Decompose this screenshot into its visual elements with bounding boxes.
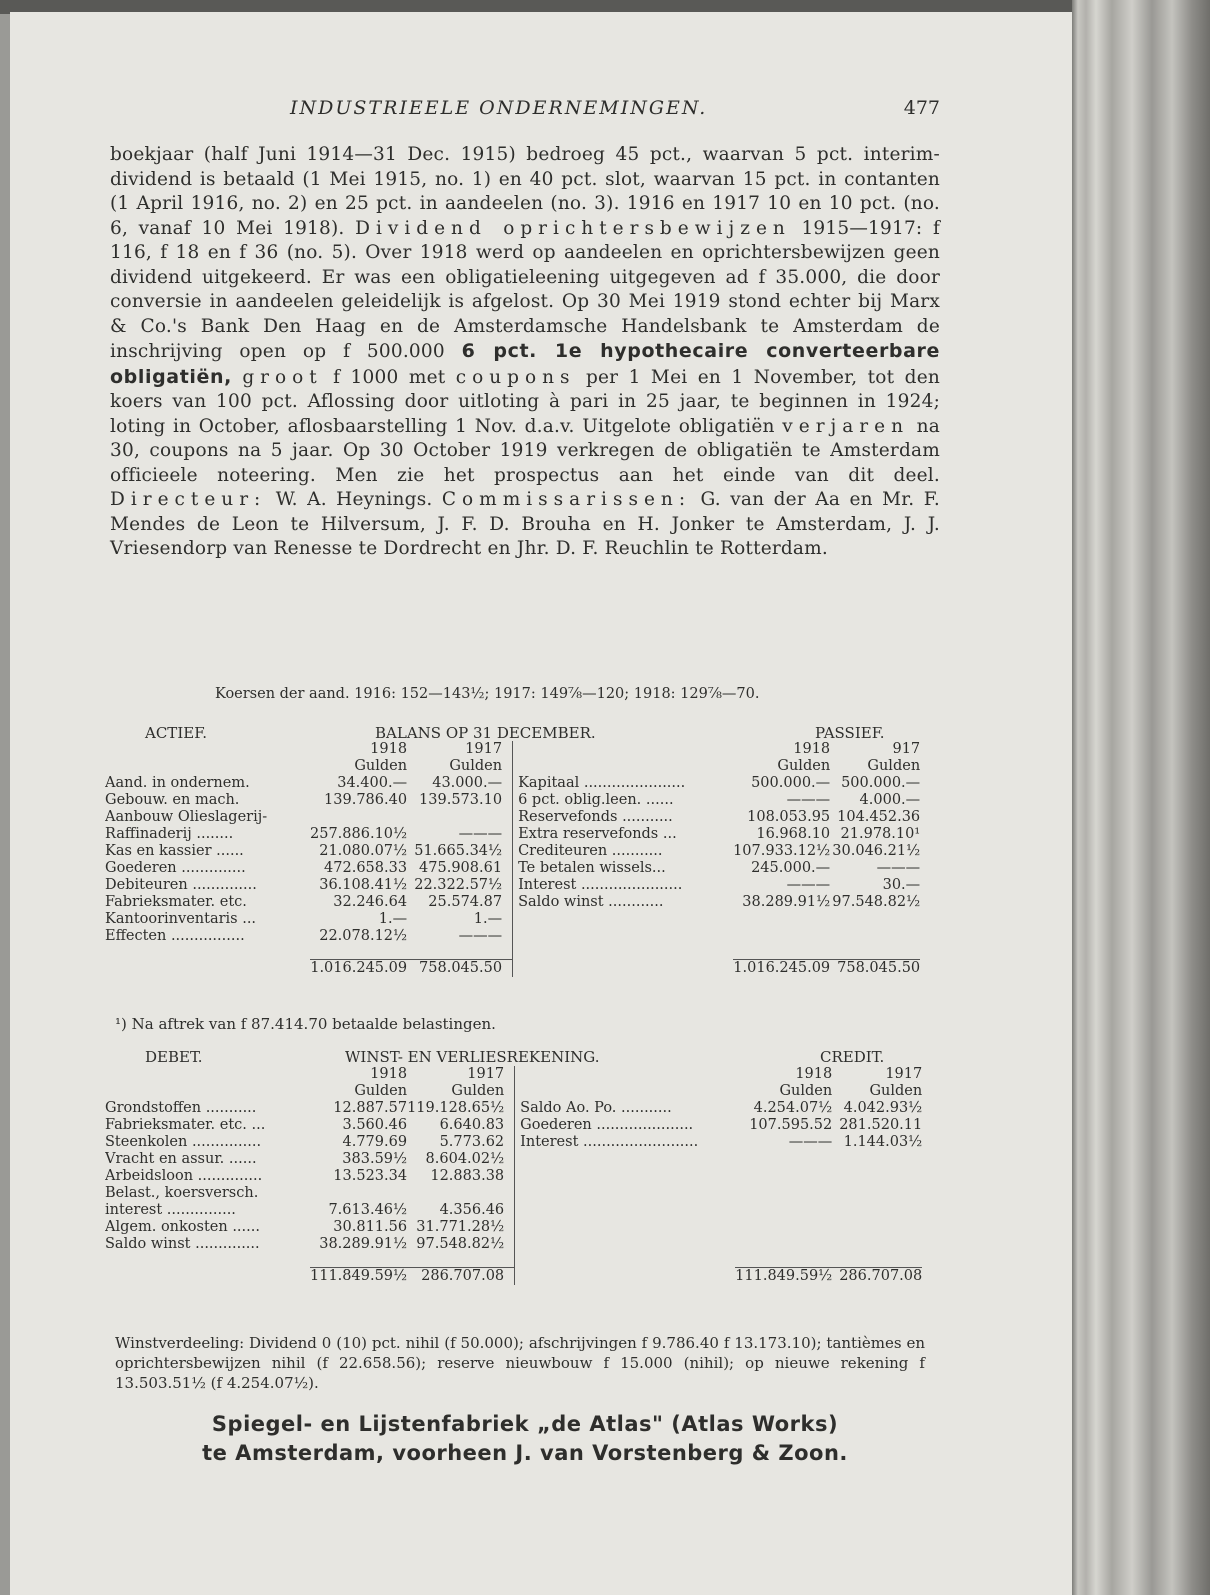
profit-loss-table xyxy=(105,1066,922,1285)
row-label: Fabrieksmater. etc. ... xyxy=(105,1117,266,1133)
row-label: Extra reservefonds ... xyxy=(513,826,734,843)
row-label: Goederen .............. xyxy=(105,860,246,876)
row-label: Saldo winst .............. xyxy=(105,1236,260,1252)
table-row xyxy=(105,911,920,928)
credit-heading: CREDIT. xyxy=(820,1048,885,1066)
row-label: Belast., koersversch. xyxy=(105,1185,259,1201)
row-label: Grondstoffen ........... xyxy=(105,1100,257,1116)
table-row xyxy=(105,1168,922,1185)
table-row xyxy=(105,1236,922,1253)
text-segment: W. A. Heynings. xyxy=(275,489,433,510)
value-1917 xyxy=(830,928,920,945)
next-company-heading xyxy=(110,1410,940,1468)
value-1918: ——— xyxy=(786,792,831,808)
row-label: Arbeidsloon .............. xyxy=(105,1168,263,1184)
row-label: Saldo Ao. Po. ........... xyxy=(515,1100,736,1117)
spaced-term: coupons xyxy=(455,366,576,388)
value-1918 xyxy=(733,928,830,945)
spaced-term: Dividend oprichtersbewijzen xyxy=(355,217,791,239)
bond-heading: 6 pct. 1e hypothecaire converteerbare obligatiën, xyxy=(110,340,940,388)
value-1917: 22.322.57½ xyxy=(414,877,503,893)
value-1918: 500.000.— xyxy=(751,775,831,791)
row-label xyxy=(515,1151,736,1168)
value-1918: 107.933.12½ xyxy=(733,843,831,859)
value-1917: 21.978.10¹ xyxy=(840,826,921,842)
row-label xyxy=(513,928,734,945)
value-1918: 245.000.— xyxy=(751,860,831,876)
value-1917: 30.— xyxy=(882,877,921,893)
year-header: 1918 xyxy=(793,741,831,757)
value-1918: 1.— xyxy=(378,911,408,927)
table-row xyxy=(105,826,920,843)
balance-sheet xyxy=(105,741,920,977)
value-1917: 139.573.10 xyxy=(419,792,503,808)
value-1917 xyxy=(832,1168,922,1185)
unit-header: Gulden xyxy=(451,1083,505,1099)
value-1918: 383.59½ xyxy=(342,1151,408,1167)
value-1918: 107.595.52 xyxy=(749,1117,833,1133)
row-label: Interest ......................... xyxy=(515,1134,736,1151)
unit-header: Gulden xyxy=(869,1083,923,1099)
table-row xyxy=(105,1185,922,1202)
value-1917 xyxy=(832,1236,922,1253)
value-1917: 119.128.65½ xyxy=(407,1100,505,1116)
company-description xyxy=(110,143,940,562)
profit-distribution: Winstverdeeling: Dividend 0 (10) pct. nihil (f 50.000); afschrijvingen f 9.786.40 f 13.173.10); tantièmes en oprichtersbewijzen nihil (f 22.658.56); reserve nieuwbouw f 15.000 (nihil); op nieuwe rekening f 13.503.51½ (f 4.254.07½). xyxy=(115,1334,925,1392)
year-header: 1917 xyxy=(465,741,503,757)
spaced-term: groot xyxy=(242,366,323,388)
value-1917 xyxy=(832,1219,922,1236)
value-1917: 1.— xyxy=(473,911,503,927)
value-1918: 30.811.56 xyxy=(333,1219,408,1235)
table-row xyxy=(105,1202,922,1219)
value-1918 xyxy=(310,1185,407,1202)
value-1918: 22.078.12½ xyxy=(319,928,408,944)
row-label: Reservefonds ........... xyxy=(513,809,734,826)
value-1917: 51.665.34½ xyxy=(414,843,503,859)
row-label xyxy=(515,1236,736,1253)
row-label: Fabrieksmater. etc. xyxy=(105,894,247,910)
row-label: Crediteuren ........... xyxy=(513,843,734,860)
value-1918: 32.246.64 xyxy=(333,894,408,910)
total-1918: 111.849.59½ xyxy=(735,1268,833,1284)
value-1917: 6.640.83 xyxy=(439,1117,505,1133)
table-row xyxy=(105,928,920,945)
year-header: 1917 xyxy=(885,1066,923,1082)
row-label: Gebouw. en mach. xyxy=(105,792,240,808)
text-segment: G. van der Aa en Mr. F. Mendes de Leon te Hilversum, J. F. D. Brouha en H. Jonker te Amsterdam, J. J. Vriesendorp van Renesse te Dordrecht en Jhr. D. F. Reuchlin te Rotterdam. xyxy=(110,489,940,559)
total-1918: 1.016.245.09 xyxy=(310,960,408,976)
value-1917: 475.908.61 xyxy=(419,860,503,876)
page-number: 477 xyxy=(903,97,940,119)
value-1917: ——— xyxy=(458,826,503,842)
year-header: 1918 xyxy=(370,741,408,757)
value-1917: ——— xyxy=(876,860,921,876)
row-label xyxy=(515,1202,736,1219)
total-1917: 286.707.08 xyxy=(407,1268,515,1286)
row-label: Algem. onkosten ...... xyxy=(105,1219,260,1235)
value-1918 xyxy=(733,911,830,928)
value-1917: ——— xyxy=(458,928,503,944)
row-label: Saldo winst ............ xyxy=(513,894,734,911)
text-segment: 1915—1917: f 116, f 18 en f 36 (no. 5). Over 1918 werd op aandeelen en oprichtersbewijzen geen dividend uitgekeerd. Er was een obligatieleening uitgegeven ad f 35.000, die door conversie in aandeelen geleidelijk is afgelost. Op 30 Mei 1919 stond echter bij Marx & Co.'s Bank Den Haag en de Amsterdamsche Handelsbank te Amsterdam de inschrijving open op f 500.000 xyxy=(110,217,941,362)
row-label: Aand. in ondernem. xyxy=(105,775,250,791)
unit-header: Gulden xyxy=(449,758,503,774)
value-1917: 4.000.— xyxy=(859,792,921,808)
value-1918: 139.786.40 xyxy=(324,792,408,808)
year-header: 917 xyxy=(892,741,921,757)
value-1918 xyxy=(310,809,407,826)
total-1918: 111.849.59½ xyxy=(310,1268,408,1284)
value-1917: 12.883.38 xyxy=(430,1168,505,1184)
row-label: Interest ...................... xyxy=(513,877,734,894)
row-label xyxy=(515,1168,736,1185)
row-label xyxy=(515,1219,736,1236)
value-1917 xyxy=(407,809,513,826)
passief-heading: PASSIEF. xyxy=(815,724,885,742)
total-1917: 286.707.08 xyxy=(832,1268,922,1286)
running-header xyxy=(110,97,940,125)
row-label: Goederen ..................... xyxy=(515,1117,736,1134)
balance-sheet-title: BALANS OP 31 DECEMBER. xyxy=(375,724,596,742)
value-1918: 16.968.10 xyxy=(756,826,831,842)
row-label: Te betalen wissels... xyxy=(513,860,734,877)
heading-line: Spiegel- en Lijstenfabriek „de Atlas" (Atlas Works) xyxy=(211,1412,839,1436)
value-1917: 30.046.21½ xyxy=(832,843,921,859)
row-label: Kantoorinventaris ... xyxy=(105,911,257,927)
value-1917: 25.574.87 xyxy=(428,894,503,910)
value-1918: 38.289.91½ xyxy=(742,894,831,910)
unit-header: Gulden xyxy=(354,758,408,774)
table-row xyxy=(105,1134,922,1151)
row-label: Raffinaderij ........ xyxy=(105,826,234,842)
value-1918 xyxy=(735,1185,832,1202)
total-1917: 758.045.50 xyxy=(407,960,513,978)
total-1917: 758.045.50 xyxy=(830,960,920,978)
table-row xyxy=(105,877,920,894)
value-1917: 31.771.28½ xyxy=(416,1219,505,1235)
value-1918: ——— xyxy=(788,1134,833,1150)
row-label: Aanbouw Olieslagerij- xyxy=(105,809,268,825)
value-1918: 4.779.69 xyxy=(342,1134,408,1150)
unit-header: Gulden xyxy=(867,758,921,774)
row-label: 6 pct. oblig.leen. ...... xyxy=(513,792,734,809)
text-segment: boekjaar (half Juni 1914—31 Dec. 1915) bedroeg 45 pct., waarvan 5 pct. interim-dividend is betaald (1 Mei 1915, no. 1) en 40 pct. slot, waarvan 15 pct. in contanten (1 April 1916, no. 2) en 25 pct. in aandeelen (no. 3). 1916 en 1917 10 en 10 pct. (no. 6, vanaf 10 Mei 1918). xyxy=(110,144,940,239)
value-1918: 13.523.34 xyxy=(333,1168,408,1184)
unit-header: Gulden xyxy=(779,1083,833,1099)
table-row xyxy=(105,1117,922,1134)
profit-loss-account xyxy=(105,1066,922,1285)
year-header: 1918 xyxy=(795,1066,833,1082)
row-label: Kapitaal ...................... xyxy=(513,775,734,792)
table-row xyxy=(105,843,920,860)
value-1918: 36.108.41½ xyxy=(319,877,408,893)
row-label: interest ............... xyxy=(105,1202,236,1218)
value-1917: 5.773.62 xyxy=(439,1134,505,1150)
year-header: 1918 xyxy=(370,1066,408,1082)
book-page-edges xyxy=(1072,0,1210,1595)
value-1918: 7.613.46½ xyxy=(328,1202,408,1218)
year-header: 1917 xyxy=(467,1066,505,1082)
value-1918: 257.886.10½ xyxy=(310,826,408,842)
unit-header: Gulden xyxy=(777,758,831,774)
value-1917: 4.042.93½ xyxy=(843,1100,923,1116)
value-1918 xyxy=(735,1219,832,1236)
total-1918: 1.016.245.09 xyxy=(733,960,831,976)
row-label: Effecten ................ xyxy=(105,928,245,944)
value-1918: 12.887.57 xyxy=(333,1100,408,1116)
value-1918: 38.289.91½ xyxy=(319,1236,408,1252)
row-label: Debiteuren .............. xyxy=(105,877,257,893)
value-1917: 4.356.46 xyxy=(439,1202,505,1218)
value-1918: 108.053.95 xyxy=(747,809,831,825)
row-label: Steenkolen ............... xyxy=(105,1134,262,1150)
value-1917: 1.144.03½ xyxy=(843,1134,923,1150)
footnote: ¹) Na aftrek van f 87.414.70 betaalde belastingen. xyxy=(115,1015,496,1033)
value-1917: 97.548.82½ xyxy=(832,894,921,910)
debet-heading: DEBET. xyxy=(145,1048,203,1066)
text-segment: f 1000 met xyxy=(333,366,446,388)
row-label xyxy=(513,911,734,928)
value-1918: 21.080.07½ xyxy=(319,843,408,859)
row-label: Vracht en assur. ...... xyxy=(105,1151,257,1167)
running-title: INDUSTRIEELE ONDERNEMINGEN. xyxy=(290,97,708,119)
value-1917: 104.452.36 xyxy=(837,809,921,825)
share-prices: Koersen der aand. 1916: 152—143½; 1917: 149⅞—120; 1918: 129⅞—70. xyxy=(215,686,760,702)
table-row xyxy=(105,1219,922,1236)
table-row xyxy=(105,792,920,809)
value-1918 xyxy=(735,1151,832,1168)
value-1918: 472.658.33 xyxy=(324,860,408,876)
spaced-term: verjaren xyxy=(782,415,910,437)
value-1918: 4.254.07½ xyxy=(753,1100,833,1116)
value-1917: 43.000.— xyxy=(432,775,503,791)
value-1918 xyxy=(735,1236,832,1253)
table-row xyxy=(105,894,920,911)
value-1917 xyxy=(832,1202,922,1219)
table-row xyxy=(105,860,920,877)
balance-table xyxy=(105,741,920,977)
value-1918: ——— xyxy=(786,877,831,893)
row-label: Kas en kassier ...... xyxy=(105,843,244,859)
value-1917 xyxy=(407,1185,515,1202)
unit-header: Gulden xyxy=(354,1083,408,1099)
value-1918: 34.400.— xyxy=(337,775,408,791)
profit-loss-title: WINST- EN VERLIESREKENING. xyxy=(345,1048,600,1066)
table-row xyxy=(105,775,920,792)
value-1917: 97.548.82½ xyxy=(416,1236,505,1252)
actief-heading: ACTIEF. xyxy=(145,724,208,742)
value-1918: 3.560.46 xyxy=(342,1117,408,1133)
value-1917: 8.604.02½ xyxy=(425,1151,505,1167)
text-segment: na 30, coupons na 5 jaar. Op 30 October 1919 verkregen de obligatiën te Amsterdam officieele noteering. Men zie het prospectus aan het einde van dit deel. xyxy=(110,415,940,486)
value-1917 xyxy=(832,1185,922,1202)
table-row xyxy=(105,1151,922,1168)
text-segment: per 1 Mei en 1 November, tot den koers van 100 pct. Aflossing door uitloting à pari in 25 jaar, te beginnen in 1924; loting in October, aflosbaarstelling 1 Nov. d.a.v. Uitgelote obligatiën xyxy=(110,366,940,437)
heading-line: te Amsterdam, voorheen J. van Vorstenberg & Zoon. xyxy=(202,1441,848,1465)
spaced-term: Directeur: xyxy=(110,489,267,510)
spaced-term: Commissarissen: xyxy=(441,489,692,510)
table-row xyxy=(105,1100,922,1117)
value-1917 xyxy=(832,1151,922,1168)
value-1918 xyxy=(735,1168,832,1185)
value-1917: 500.000.— xyxy=(841,775,921,791)
value-1917: 281.520.11 xyxy=(839,1117,923,1133)
row-label xyxy=(515,1185,736,1202)
table-row xyxy=(105,809,920,826)
value-1917 xyxy=(830,911,920,928)
value-1918 xyxy=(735,1202,832,1219)
